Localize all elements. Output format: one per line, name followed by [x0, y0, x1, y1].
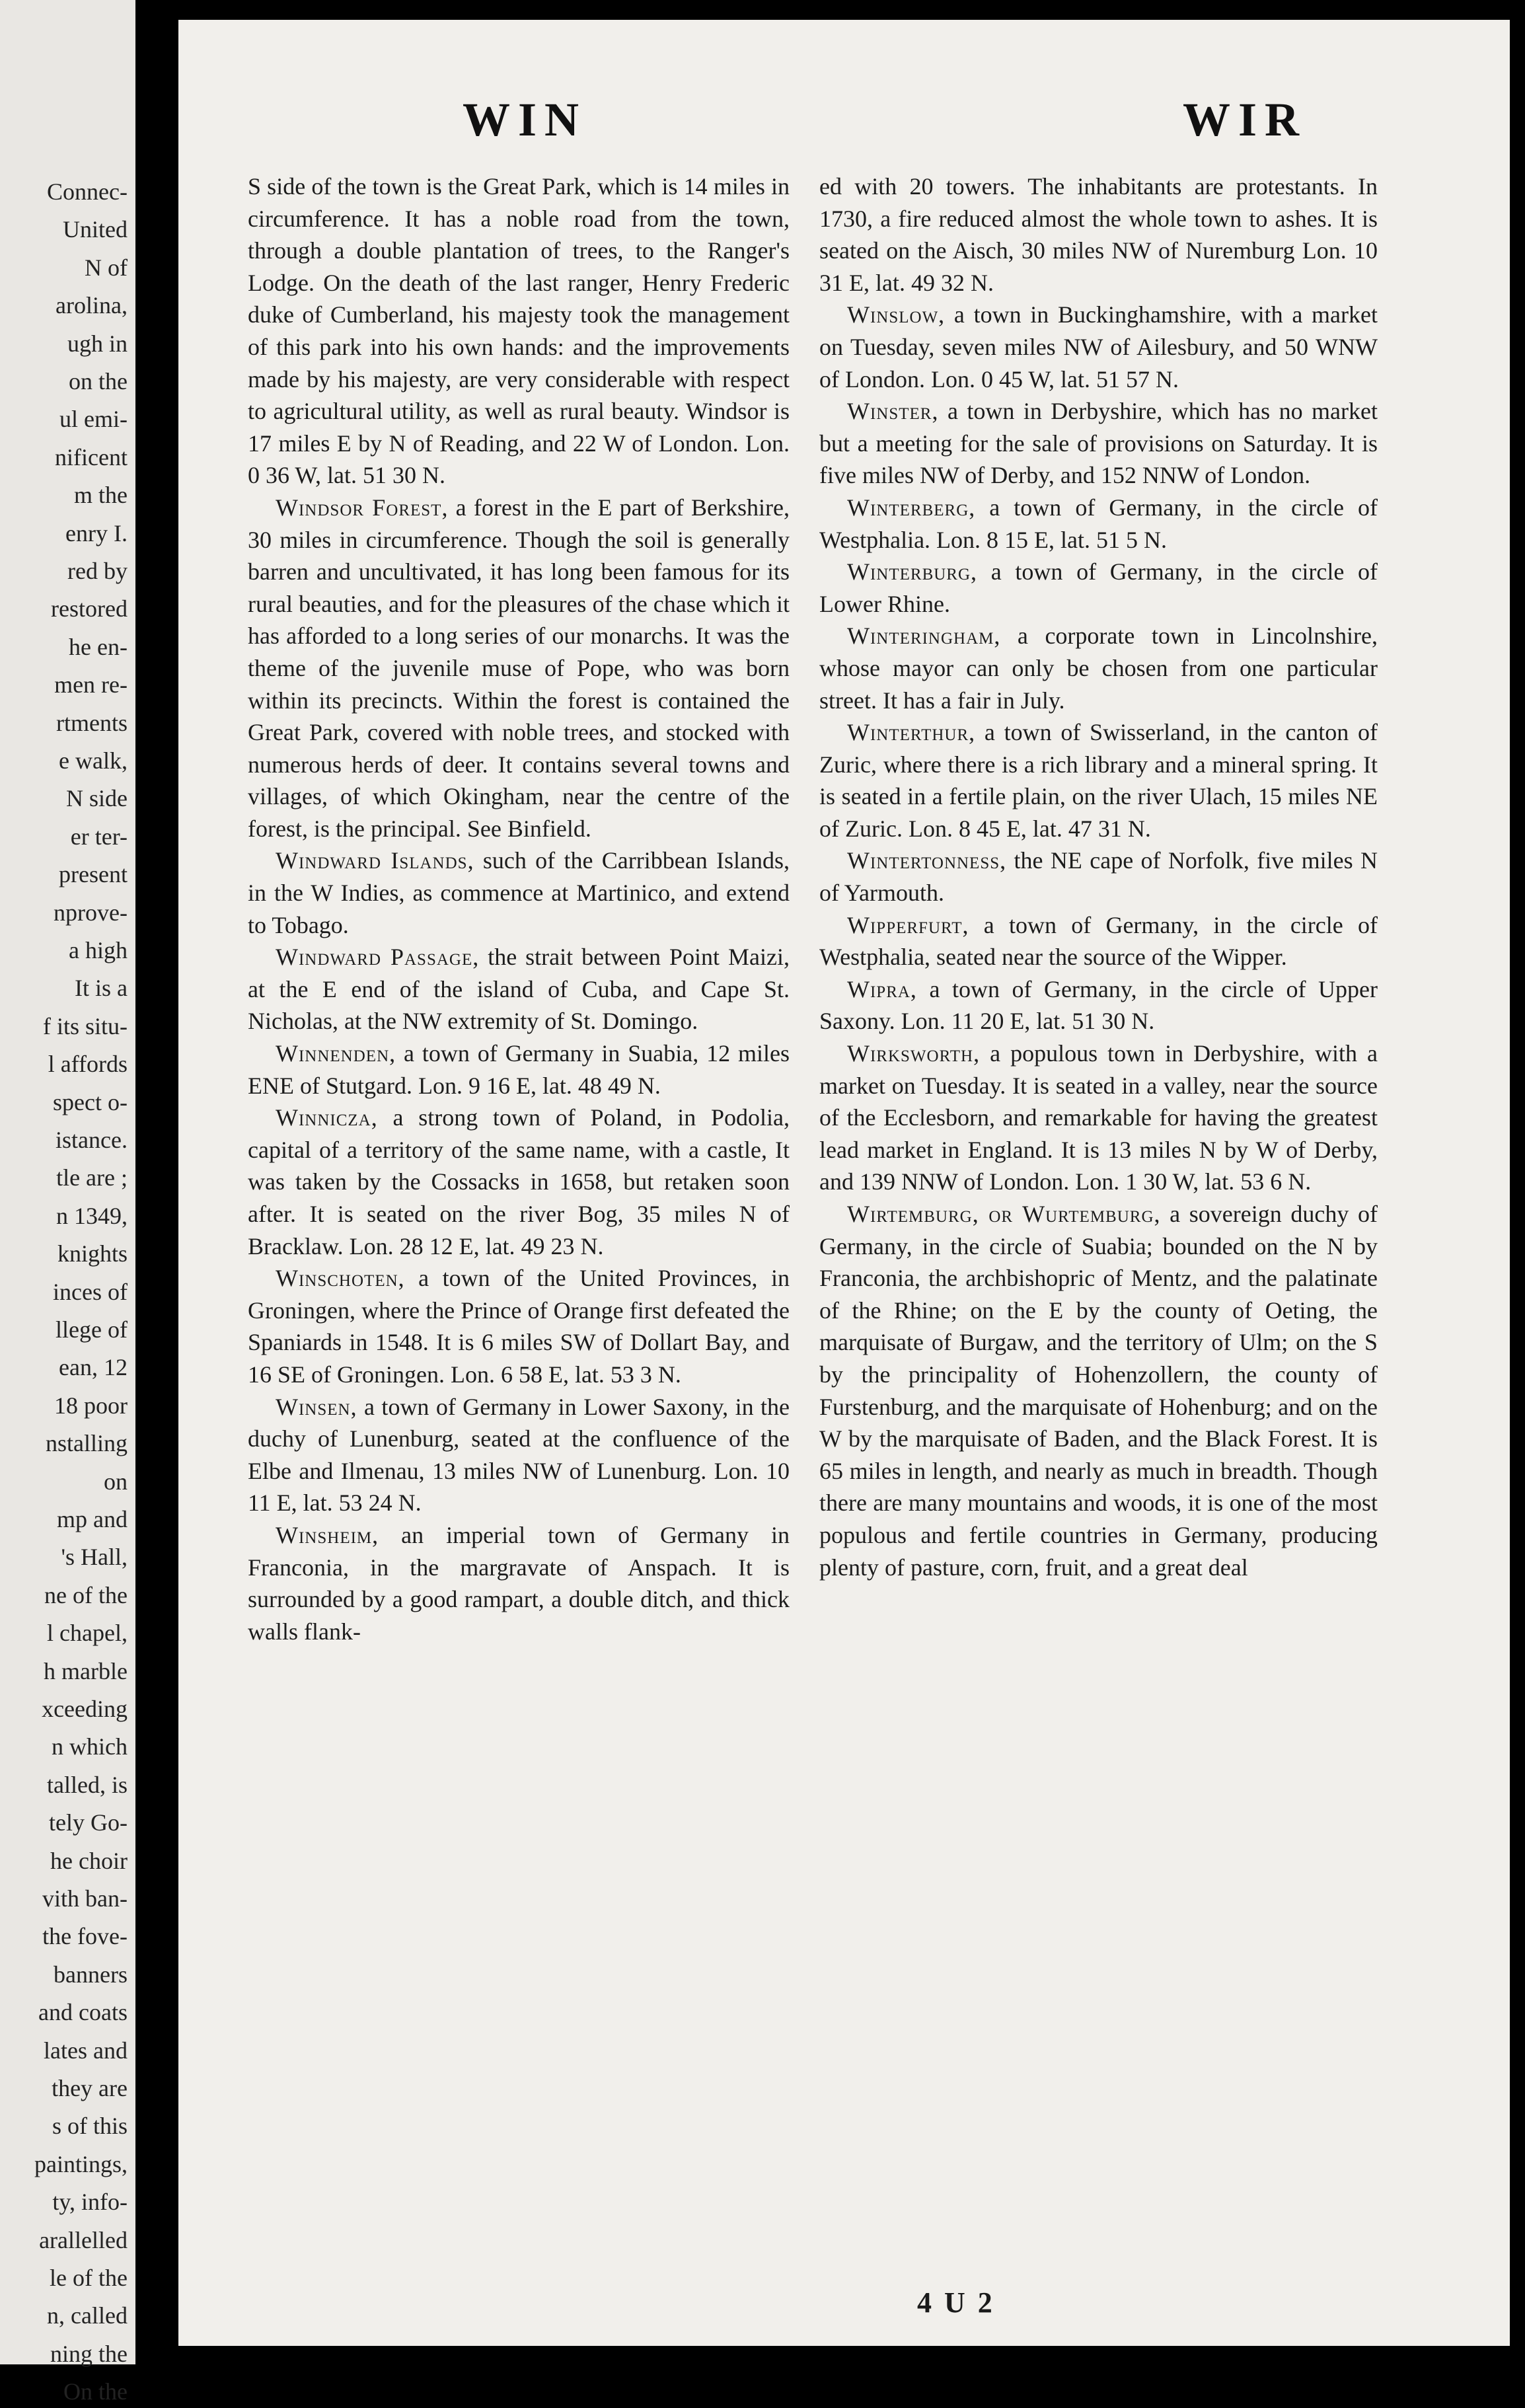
- gazetteer-entry: [248, 941, 790, 1037]
- margin-fragment-line: xceeding: [42, 1696, 128, 1722]
- margin-fragment-line: tely Go-: [49, 1809, 128, 1836]
- margin-fragment-line: talled, is: [47, 1771, 128, 1798]
- margin-fragment-line: le of the: [50, 2265, 128, 2291]
- margin-fragment-line: On the: [63, 2378, 128, 2405]
- entry-text: a sovereign duchy of Germany, in the circle of Suabia; bounded on the N by Franconia, the archbishopric of Mentz, and the palatinate of the Rhine; on the E by the county of Oeting, the marquisate of Burgaw, and the territory of Ulm; on the S by the principality of Hohenzollern, the county of Furstenburg, and the marquisate of Hohenburg; and on the W by the marquisate of Baden, and the Black Forest. It is 65 miles in length, and nearly as much in breadth. Though there are many mountains and woods, it is one of the most populous and fertile countries in Germany, producing plenty of pasture, corn, fruit, and a great deal: [819, 1201, 1378, 1581]
- entry-text: the strait between Point Maizi, at the E end of the island of Cuba, and Cape St. Nicholas, at the NW extremity of St. Domingo.: [248, 944, 790, 1035]
- entry-headword: Winsen,: [276, 1393, 357, 1420]
- margin-fragment-line: s of this: [52, 2113, 128, 2140]
- adjacent-page-fragment: [0, 0, 135, 2405]
- margin-fragment-line: banners: [54, 1961, 128, 1988]
- margin-fragment-line: n 1349,: [56, 1202, 128, 1229]
- entry-headword: Winslow,: [847, 301, 946, 328]
- entry-headword: Winterburg,: [847, 558, 978, 585]
- entry-headword: Windward Passage,: [276, 944, 480, 971]
- margin-fragment-line: llege of: [56, 1316, 128, 1343]
- margin-fragment-line: he choir: [50, 1847, 128, 1874]
- gazetteer-entry: [248, 492, 790, 845]
- entry-headword: Wirtemburg, or Wurtemburg,: [847, 1201, 1161, 1227]
- margin-fragment-line: on the: [69, 368, 128, 395]
- entry-text: a town of Germany, in the circle of Lower Rhine.: [819, 558, 1378, 617]
- margin-fragment-line: nificent: [55, 443, 128, 470]
- margin-fragment-line: tle are ;: [56, 1164, 128, 1191]
- margin-fragment-line: on: [104, 1468, 128, 1495]
- gazetteer-entry: [819, 170, 1378, 299]
- book-page: [178, 20, 1510, 2346]
- entry-headword: Wipra,: [847, 975, 917, 1002]
- margin-fragment-line: nprove-: [54, 899, 128, 926]
- margin-fragment-line: he en-: [69, 633, 128, 660]
- margin-fragment-line: inces of: [53, 1278, 128, 1305]
- margin-fragment-line: lates and: [44, 2037, 128, 2064]
- gazetteer-entry: [819, 716, 1378, 845]
- margin-fragment-line: rtments: [56, 709, 128, 736]
- margin-fragment-line: United: [63, 216, 128, 243]
- margin-fragment-line: f its situ-: [42, 1012, 128, 1039]
- margin-fragment-line: l chapel,: [47, 1620, 128, 1647]
- entry-headword: Wintertonness,: [847, 847, 1007, 874]
- margin-fragment-line: h marble: [44, 1657, 128, 1684]
- gazetteer-entry: [819, 909, 1378, 973]
- margin-fragment-line: present: [59, 861, 128, 888]
- entry-headword: Winnicza,: [276, 1104, 378, 1131]
- entry-text: a town of Germany, in the circle of Westphalia. Lon. 8 15 E, lat. 51 5 N.: [819, 494, 1378, 553]
- gazetteer-entry: [248, 1391, 790, 1519]
- margin-fragment-line: paintings,: [34, 2150, 128, 2177]
- entry-text: an imperial town of Germany in Franconia, in the margravate of Anspach. It is surrounded by a good rampart, a double ditch, and thick walls flank-: [248, 1521, 790, 1645]
- entry-headword: Wipperfurt,: [847, 911, 969, 938]
- running-head-right: WIR: [1183, 93, 1308, 146]
- margin-fragment-line: nstalling: [46, 1430, 128, 1457]
- margin-fragment-line: red by: [67, 558, 128, 584]
- gazetteer-entry: [819, 1037, 1378, 1198]
- gazetteer-entry: [248, 1262, 790, 1390]
- margin-fragment-line: ean, 12: [59, 1354, 128, 1381]
- margin-fragment-line: spect o-: [53, 1088, 128, 1115]
- entry-headword: Windsor Forest,: [276, 494, 449, 521]
- margin-fragment-line: arolina,: [56, 292, 128, 319]
- margin-fragment-line: istance.: [56, 1127, 128, 1153]
- entry-text: the NE cape of Norfolk, five miles N of Yarmouth.: [819, 847, 1378, 907]
- margin-fragment-line: ning the: [50, 2340, 128, 2367]
- signature-mark: 4 U 2: [917, 2286, 995, 2319]
- gazetteer-entry: [819, 395, 1378, 492]
- margin-fragment-line: N side: [66, 785, 128, 812]
- margin-fragment-line: mp and: [57, 1506, 128, 1532]
- margin-fragment-line: It is a: [75, 975, 128, 1002]
- gazetteer-entry: [248, 170, 790, 492]
- entry-headword: Winnenden,: [276, 1040, 396, 1067]
- margin-fragment-line: they are: [52, 2075, 128, 2101]
- entry-text: a populous town in Derbyshire, with a market on Tuesday. It is seated in a valley, near the source of the Ecclesborn, and remarkable for having the greatest lead market in England. It is 13 miles N by W of Derby, and 139 NNW of London. Lon. 1 30 W, lat. 53 6 N.: [819, 1040, 1378, 1195]
- gazetteer-entry: [819, 845, 1378, 909]
- margin-fragment-line: er ter-: [70, 823, 128, 850]
- entry-headword: Windward Islands,: [276, 847, 474, 874]
- entry-headword: Winsheim,: [276, 1521, 379, 1548]
- entry-headword: Winster,: [847, 398, 939, 425]
- left-column: [248, 170, 790, 1647]
- margin-fragment-line: N of: [85, 254, 128, 281]
- margin-fragment-line: n, called: [47, 2302, 128, 2329]
- margin-fragment-line: knights: [57, 1240, 128, 1267]
- gazetteer-entry: [248, 1037, 790, 1102]
- entry-text: a forest in the E part of Berkshire, 30 miles in circumference. Though the soil is generally barren and uncultivated, it has long been famous for its rural beauties, and for the pleasures of the chase which it has afforded to a long series of our monarchs. It was the theme of the juvenile muse of Pope, who was born within its precincts. Within the forest is contained the Great Park, covered with noble trees, and stocked with numerous herds of deer. It contains several towns and villages, of which Okingham, near the centre of the forest, is the principal. See Binfield.: [248, 494, 790, 842]
- margin-fragment-line: vith ban-: [42, 1885, 128, 1912]
- entry-text: a town of Germany in Lower Saxony, in the duchy of Lunenburg, seated at the confluence of the Elbe and Ilmenau, 13 miles NW of Lunenburg. Lon. 10 11 E, lat. 53 24 N.: [248, 1393, 790, 1517]
- margin-fragment-line: a high: [69, 937, 128, 963]
- gazetteer-entry: [248, 1519, 790, 1647]
- entry-text: a town of Germany, in the circle of Upper Saxony. Lon. 11 20 E, lat. 51 30 N.: [819, 975, 1378, 1035]
- entry-text: a town of Swisserland, in the canton of Zuric, where there is a rich library and a mineral spring. It is seated in a fertile plain, on the river Ulach, 15 miles NE of Zuric. Lon. 8 45 E, lat. 47 31 N.: [819, 719, 1378, 842]
- margin-fragment-line: enry I.: [65, 519, 128, 546]
- entry-text: ed with 20 towers. The inhabitants are protestants. In 1730, a fire reduced almost the whole town to ashes. It is seated on the Aisch, 30 miles NW of Nuremburg Lon. 10 31 E, lat. 49 32 N.: [819, 173, 1378, 296]
- entry-headword: Wirksworth,: [847, 1040, 981, 1067]
- entry-headword: Winterberg,: [847, 494, 976, 521]
- margin-fragment-line: 's Hall,: [61, 1544, 128, 1571]
- gazetteer-entry: [819, 620, 1378, 716]
- entry-text: S side of the town is the Great Park, which is 14 miles in circumference. It has a noble road from the town, through a double plantation of trees, to the Ranger's Lodge. On the death of the last ranger, Henry Frederic duke of Cumberland, his majesty took the management of this park into his own hands: and the improvements made by his majesty, are very considerable with respect to agricultural utility, as well as rural beauty. Windsor is 17 miles E by N of Reading, and 22 W of London. Lon. 0 36 W, lat. 51 30 N.: [248, 173, 790, 489]
- entry-headword: Winschoten,: [276, 1265, 405, 1292]
- right-column: [819, 170, 1378, 1583]
- entry-text: such of the Carribbean Islands, in the W Indies, as commence at Martinico, and extend to Tobago.: [248, 847, 790, 938]
- entry-text: a town in Buckinghamshire, with a market on Tuesday, seven miles NW of Ailesbury, and 50 WNW of London. Lon. 0 45 W, lat. 51 57 N.: [819, 301, 1378, 393]
- margin-fragment-line: arallelled: [39, 2226, 128, 2253]
- gazetteer-entry: [819, 973, 1378, 1037]
- gazetteer-entry: [819, 492, 1378, 556]
- margin-fragment-line: and coats: [38, 1999, 128, 2026]
- gazetteer-entry: [819, 1198, 1378, 1583]
- entry-text: a town in Derbyshire, which has no market but a meeting for the sale of provisions on Saturday. It is five miles NW of Derby, and 152 NNW of London.: [819, 398, 1378, 489]
- margin-fragment-line: restored: [51, 595, 128, 622]
- margin-fragment-line: l affords: [48, 1051, 128, 1078]
- entry-text: a corporate town in Lincolnshire, whose mayor can only be chosen from one particular street. It has a fair in July.: [819, 622, 1378, 714]
- gazetteer-entry: [819, 299, 1378, 395]
- gazetteer-entry: [248, 1102, 790, 1262]
- entry-text: a town of Germany, in the circle of Westphalia, seated near the source of the Wipper.: [819, 911, 1378, 971]
- margin-fragment-line: e walk,: [59, 747, 128, 774]
- margin-fragment-line: Connec-: [47, 178, 128, 205]
- margin-fragment-line: 18 poor: [54, 1392, 128, 1419]
- entry-text: a strong town of Poland, in Podolia, capital of a territory of the same name, with a castle, It was taken by the Cossacks in 1658, but retaken soon after. It is seated on the river Bog, 35 miles N of Bracklaw. Lon. 28 12 E, lat. 49 23 N.: [248, 1104, 790, 1260]
- gazetteer-entry: [248, 845, 790, 941]
- gazetteer-entry: [819, 556, 1378, 620]
- margin-fragment-line: ul emi-: [59, 406, 128, 433]
- running-head-left: WIN: [463, 93, 587, 146]
- margin-fragment-line: m the: [74, 482, 128, 509]
- margin-fragment-line: the fove-: [42, 1923, 128, 1950]
- margin-fragment-line: ugh in: [67, 330, 128, 357]
- entry-headword: Winterthur,: [847, 719, 976, 746]
- margin-fragment-line: n which: [52, 1733, 128, 1760]
- margin-fragment-line: ne of the: [44, 1581, 128, 1608]
- entry-text: a town of Germany in Suabia, 12 miles ENE of Stutgard. Lon. 9 16 E, lat. 48 49 N.: [248, 1040, 790, 1099]
- margin-fragment-line: ty, info-: [52, 2189, 128, 2216]
- entry-headword: Winteringham,: [847, 622, 1001, 650]
- margin-fragment-line: men re-: [54, 671, 128, 698]
- entry-text: a town of the United Provinces, in Groningen, where the Prince of Orange first defeated the Spaniards in 1548. It is 6 miles SW of Dollart Bay, and 16 SE of Groningen. Lon. 6 58 E, lat. 53 3 N.: [248, 1265, 790, 1388]
